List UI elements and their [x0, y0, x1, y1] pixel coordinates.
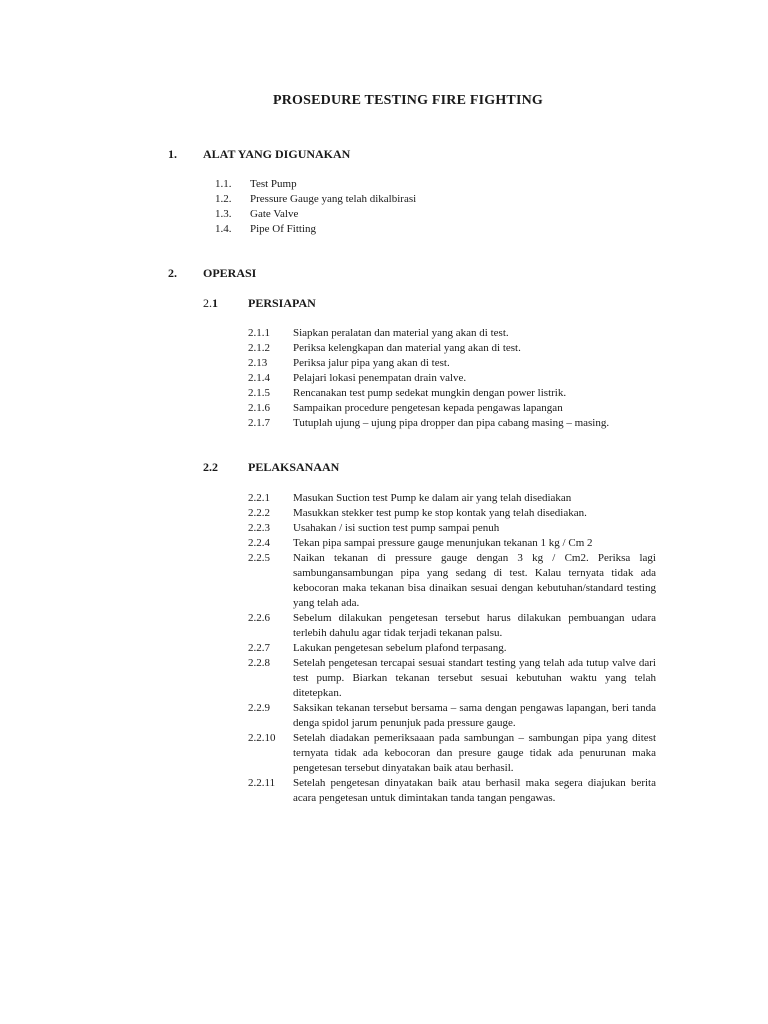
item-text: Usahakan / isi suction test pump sampai penuh: [293, 522, 500, 534]
item-text: Periksa jalur pipa yang akan di test.: [293, 357, 450, 369]
item-number: 1.2.: [215, 193, 232, 205]
list-item: [248, 356, 673, 371]
list-item: [215, 207, 416, 222]
item-number: 1.3.: [215, 208, 232, 220]
item-number: 2.1.2: [248, 342, 270, 354]
item-number: 2.2.3: [248, 522, 270, 534]
item-text: Gate Valve: [250, 208, 299, 220]
item-text: Test Pump: [250, 178, 297, 190]
list-item: [248, 326, 673, 341]
item-text: Pelajari lokasi penempatan drain valve.: [293, 372, 467, 384]
item-text: Sebelum dilakukan pengetesan tersebut harus dilakukan pembuangan udara terlebih dahulu agar tidak terjadi tekanan palsu.: [293, 612, 656, 639]
item-number: 2.2.5: [248, 552, 270, 564]
list-item: [248, 701, 656, 731]
list-item: [215, 192, 416, 207]
item-number: 2.1.5: [248, 387, 270, 399]
list-item: [215, 177, 416, 192]
list-item: [248, 641, 656, 656]
list-item: [248, 731, 656, 776]
list-item: [248, 551, 656, 611]
section-2-title: OPERASI: [203, 266, 257, 280]
item-number: 2.2.10: [248, 732, 276, 744]
item-text: Saksikan tekanan tersebut bersama – sama dengan pengawas lapangan, beri tanda denga spidol jarum penunjuk pada pressure gauge.: [293, 702, 656, 729]
item-text: Naikan tekanan di pressure gauge dengan 3 kg / Cm2. Periksa lagi sambungansambungan pipa yang sedang di test. Kalau ternyata tidak ada kebocoran maka tekanan bisa dinaikan sesuai dengan kebutuhan/standard testing yang telah ada.: [293, 552, 656, 609]
item-text: Masukkan stekker test pump ke stop kontak yang telah disediakan.: [293, 507, 587, 519]
subsection-2-1-number: [203, 296, 218, 311]
list-item: [248, 491, 656, 506]
item-number: 2.2.8: [248, 657, 270, 669]
item-text: Pressure Gauge yang telah dikalbirasi: [250, 193, 417, 205]
item-number: 2.2.1: [248, 492, 270, 504]
subsection-number-suffix: 1: [212, 296, 218, 310]
list-item: [248, 521, 656, 536]
section-1-number: 1.: [168, 147, 177, 161]
tools-list: [215, 177, 416, 237]
list-item: [215, 222, 416, 237]
persiapan-list: [248, 326, 673, 431]
list-item: [248, 611, 656, 641]
subsection-number-prefix: 2.2: [203, 460, 218, 474]
subsection-number-prefix: 2.: [203, 296, 212, 310]
list-item: [248, 506, 656, 521]
subsection-2-2-number: [203, 460, 218, 475]
item-number: 2.1.7: [248, 417, 270, 429]
item-text: Setelah pengetesan dinyatakan baik atau berhasil maka segera diajukan berita acara pengetesan untuk dimintakan tanda tangan pengawas.: [293, 777, 656, 804]
item-number: 2.1.6: [248, 402, 270, 414]
item-text: Lakukan pengetesan sebelum plafond terpasang.: [293, 642, 507, 654]
item-text: Periksa kelengkapan dan material yang akan di test.: [293, 342, 521, 354]
list-item: [248, 401, 673, 416]
list-item: [248, 656, 656, 701]
pelaksanaan-list: [248, 491, 656, 806]
item-text: Rencanakan test pump sedekat mungkin dengan power listrik.: [293, 387, 567, 399]
item-number: 2.2.6: [248, 612, 270, 624]
list-item: [248, 416, 673, 431]
item-number: 2.2.4: [248, 537, 270, 549]
item-number: 1.1.: [215, 178, 232, 190]
list-item: [248, 386, 673, 401]
item-text: Tutuplah ujung – ujung pipa dropper dan pipa cabang masing – masing.: [293, 417, 610, 429]
item-number: 2.2.2: [248, 507, 270, 519]
item-number: 2.2.9: [248, 702, 270, 714]
item-text: Setelah diadakan pemeriksaaan pada sambungan – sambungan pipa yang ditest ternyata tidak ada kebocoran dan presure gauge tidak ada penurunan maka pengetesan tersebut dinyatakan baik atau berhasil.: [293, 732, 656, 774]
list-item: [248, 371, 673, 386]
item-number: 2.2.11: [248, 777, 276, 789]
subsection-2-2-title: PELAKSANAAN: [248, 460, 340, 474]
item-text: Tekan pipa sampai pressure gauge menunjukan tekanan 1 kg / Cm 2: [293, 537, 593, 549]
item-text: Masukan Suction test Pump ke dalam air yang telah disediakan: [293, 492, 572, 504]
section-1-title: ALAT YANG DIGUNAKAN: [203, 147, 351, 161]
list-item: [248, 776, 656, 806]
item-text: Pipe Of Fitting: [250, 223, 317, 235]
list-item: [248, 341, 673, 356]
item-number: 2.1.1: [248, 327, 270, 339]
item-number: 2.13: [248, 357, 268, 369]
item-text: Siapkan peralatan dan material yang akan di test.: [293, 327, 509, 339]
item-text: Setelah pengetesan tercapai sesuai standart testing yang telah ada tutup valve dari test pump. Biarkan tekanan tersebut sesuai kebutuhan waktu yang telah ditetepkan.: [293, 657, 656, 699]
section-2-number: 2.: [168, 266, 177, 280]
item-number: 2.2.7: [248, 642, 270, 654]
item-number: 2.1.4: [248, 372, 270, 384]
list-item: [248, 536, 656, 551]
item-text: Sampaikan procedure pengetesan kepada pengawas lapangan: [293, 402, 563, 414]
subsection-2-1-title: PERSIAPAN: [248, 296, 316, 310]
item-number: 1.4.: [215, 223, 232, 235]
document-title: PROSEDURE TESTING FIRE FIGHTING: [272, 93, 544, 108]
